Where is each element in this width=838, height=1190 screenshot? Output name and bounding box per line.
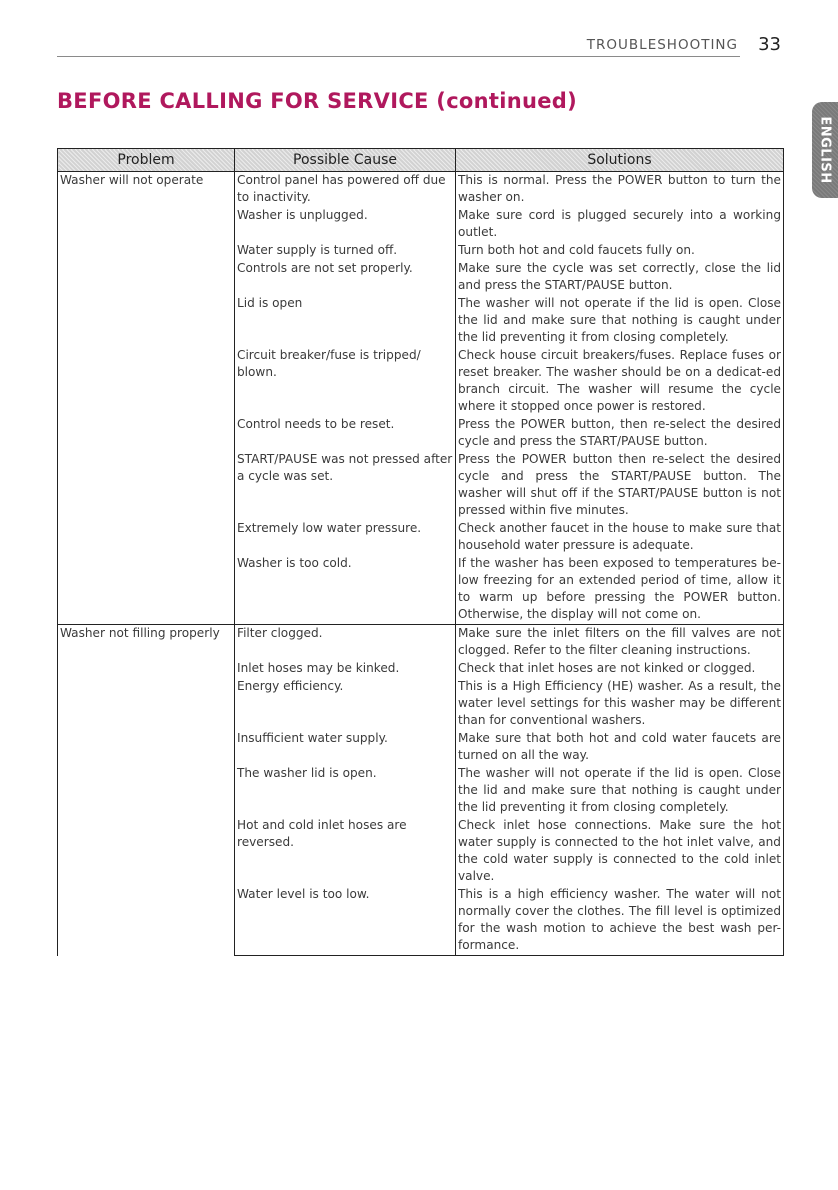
table-row — [58, 625, 784, 661]
cause-cell: Insufficient water supply. — [235, 730, 456, 765]
table-body — [58, 172, 784, 956]
solution-cell: The washer will not operate if the lid is open. Close the lid and make sure that nothing is caught under the lid preventing it from closing completely. — [456, 295, 784, 347]
cause-cell: Control needs to be reset. — [235, 416, 456, 451]
solution-cell: Press the POWER button, then re-select the desired cycle and press the START/PAUSE button. — [456, 416, 784, 451]
cause-cell: Filter clogged. — [235, 625, 456, 661]
page-title: BEFORE CALLING FOR SERVICE (continued) — [57, 89, 578, 113]
section-name: TROUBLESHOOTING — [586, 37, 738, 53]
column-header-cause: Possible Cause — [235, 149, 456, 172]
cause-cell: Extremely low water pressure. — [235, 520, 456, 555]
language-tab — [812, 102, 838, 198]
solution-cell: Make sure that both hot and cold water faucets are turned on all the way. — [456, 730, 784, 765]
cause-cell: START/PAUSE was not pressed after a cycle was set. — [235, 451, 456, 520]
cause-cell: Controls are not set properly. — [235, 260, 456, 295]
solution-cell: The washer will not operate if the lid is open. Close the lid and make sure that nothing is caught under the lid preventing it from closing completely. — [456, 765, 784, 817]
cause-cell: Washer is unplugged. — [235, 207, 456, 242]
language-tab-label: ENGLISH — [817, 116, 833, 184]
solution-cell: Check that inlet hoses are not kinked or clogged. — [456, 660, 784, 678]
cause-cell: Hot and cold inlet hoses are reversed. — [235, 817, 456, 886]
header-rule — [57, 56, 740, 57]
cause-cell: Control panel has powered off due to inactivity. — [235, 172, 456, 208]
page-number: 33 — [758, 34, 781, 55]
cause-cell: Water supply is turned off. — [235, 242, 456, 260]
cause-cell: Inlet hoses may be kinked. — [235, 660, 456, 678]
solution-cell: This is a high efficiency washer. The water will not normally cover the clothes. The fill level is optimized for the wash motion to achieve the best wash per-formance. — [456, 886, 784, 956]
solution-cell: Turn both hot and cold faucets fully on. — [456, 242, 784, 260]
solution-cell: This is normal. Press the POWER button to turn the washer on. — [456, 172, 784, 208]
cause-cell: Lid is open — [235, 295, 456, 347]
solution-cell: Make sure cord is plugged securely into a working outlet. — [456, 207, 784, 242]
problem-cell: Washer will not operate — [58, 172, 235, 625]
cause-cell: The washer lid is open. — [235, 765, 456, 817]
problem-cell: Washer not filling properly — [58, 625, 235, 956]
column-header-problem: Problem — [58, 149, 235, 172]
solution-cell: Make sure the cycle was set correctly, close the lid and press the START/PAUSE button. — [456, 260, 784, 295]
solution-cell: Check another faucet in the house to make sure that household water pressure is adequate. — [456, 520, 784, 555]
cause-cell: Water level is too low. — [235, 886, 456, 956]
table-header-row — [58, 149, 784, 172]
solution-cell: If the washer has been exposed to temperatures be-low freezing for an extended period of time, allow it to warm up before pressing the POWER button. Otherwise, the display will not come on. — [456, 555, 784, 625]
table-row — [58, 172, 784, 208]
cause-cell: Washer is too cold. — [235, 555, 456, 625]
solution-cell: Check inlet hose connections. Make sure the hot water supply is connected to the hot inlet valve, and the cold water supply is connected to the cold inlet valve. — [456, 817, 784, 886]
troubleshooting-table — [57, 148, 784, 956]
column-header-solutions: Solutions — [456, 149, 784, 172]
solution-cell: Make sure the inlet filters on the fill valves are not clogged. Refer to the filter cleaning instructions. — [456, 625, 784, 661]
solution-cell: This is a High Efficiency (HE) washer. As a result, the water level settings for this washer may be different than for conventional washers. — [456, 678, 784, 730]
cause-cell: Circuit breaker/fuse is tripped/ blown. — [235, 347, 456, 416]
cause-cell: Energy efficiency. — [235, 678, 456, 730]
solution-cell: Press the POWER button then re-select the desired cycle and press the START/PAUSE button. The washer will shut off if the START/PAUSE button is not pressed within five minutes. — [456, 451, 784, 520]
solution-cell: Check house circuit breakers/fuses. Replace fuses or reset breaker. The washer should be on a dedicat-ed branch circuit. The washer will resume the cycle where it stopped once power is restored. — [456, 347, 784, 416]
